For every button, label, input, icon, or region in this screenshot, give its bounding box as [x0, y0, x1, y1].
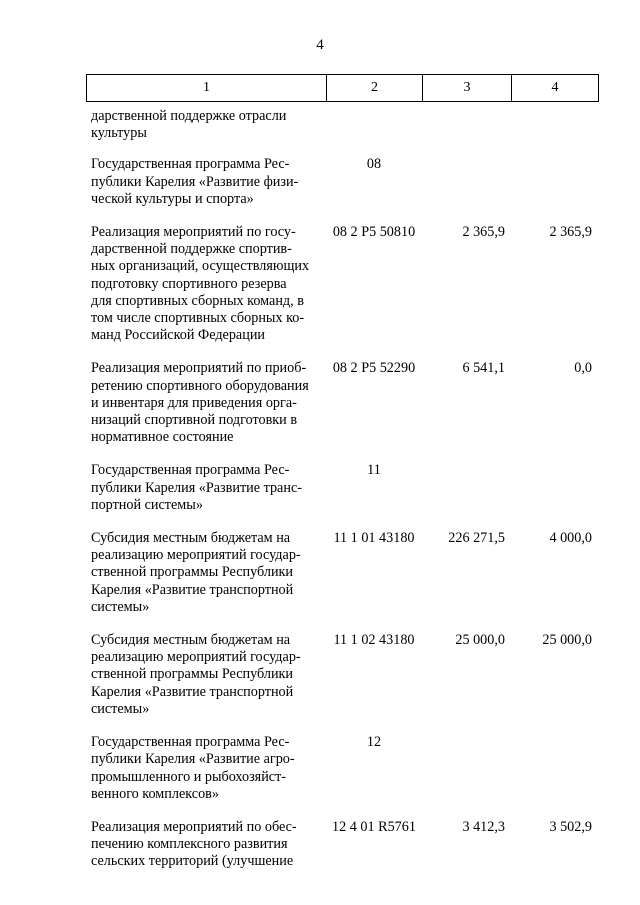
row-value-1: 2 365,9	[462, 224, 505, 241]
row-value-1	[422, 734, 511, 803]
row-value-1	[422, 462, 511, 514]
row-code: 11	[367, 462, 381, 479]
row-name: Государственная программа Рес- публики Карелия «Развитие агро- промышленного и рыбохозяйст- венного комплексов»	[91, 734, 295, 802]
header-col-3: 3	[423, 75, 512, 102]
row-name: Субсидия местным бюджетам на реализацию мероприятий государ- ственной программы Республики Карелия «Развитие транспортной системы»	[91, 632, 301, 717]
row-name: Государственная программа Рес- публики Карелия «Развитие транс- портной системы»	[91, 462, 302, 513]
table-header	[86, 74, 599, 102]
row-value-2	[511, 156, 598, 208]
row-code	[326, 108, 422, 142]
row-name: Реализация мероприятий по госу- дарственной поддержке спортив- ных организаций, осуществляющих подготовку спортивного резерва для спортивных сборных команд, в том числе спортивных сборных ко- манд Российской Федерации	[91, 224, 310, 344]
row-value-2: 0,0	[574, 360, 592, 377]
row-code: 12 4 01 R5761	[332, 818, 416, 835]
row-value-2	[511, 734, 598, 803]
row-value-1: 226 271,5	[448, 530, 505, 547]
row-value-2: 2 365,9	[549, 224, 592, 241]
row-name: дарственной поддержке отрасли культуры	[91, 108, 287, 142]
row-name: Государственная программа Рес- публики Карелия «Развитие физи- ческой культуры и спорта»	[91, 156, 299, 207]
table-row	[86, 734, 598, 803]
row-name: Реализация мероприятий по приоб- ретению спортивного оборудования и инвентаря для приведения орга- низаций спортивной подготовки в нормативное состояние	[91, 360, 309, 446]
row-value-1: 25 000,0	[455, 632, 505, 649]
table-row	[86, 360, 598, 446]
row-value-2: 4 000,0	[549, 530, 592, 547]
row-code: 08	[366, 156, 382, 173]
row-value-2: 3 502,9	[549, 818, 592, 835]
page-number: 4	[316, 37, 324, 53]
table-row	[86, 224, 598, 344]
row-code: 11 1 01 43180	[333, 530, 415, 547]
header-col-4: 4	[512, 75, 599, 102]
table-row	[86, 632, 598, 718]
row-name: Реализация мероприятий по обес- печению комплексного развития сельских территорий (улучшение	[91, 818, 297, 870]
row-value-2: 25 000,0	[542, 632, 592, 649]
header-col-1: 1	[87, 75, 327, 102]
row-code: 11 1 02 43180	[333, 632, 415, 649]
table-row	[86, 819, 598, 871]
table-row	[86, 156, 598, 208]
table-row	[86, 462, 598, 514]
row-value-2	[511, 462, 598, 514]
row-value-2	[511, 108, 598, 142]
table-row	[86, 530, 598, 616]
header-col-2: 2	[327, 75, 423, 102]
row-value-1: 6 541,1	[462, 360, 505, 377]
row-name: Субсидия местным бюджетам на реализацию мероприятий государ- ственной программы Республики Карелия «Развитие транспортной системы»	[91, 530, 301, 615]
table-row	[86, 108, 598, 142]
row-code: 08 2 P5 52290	[332, 360, 416, 377]
row-value-1	[422, 156, 511, 208]
row-value-1	[422, 108, 511, 142]
row-value-1: 3 412,3	[462, 818, 505, 835]
table-body	[86, 108, 598, 887]
row-code: 12	[366, 734, 382, 751]
row-code: 08 2 P5 50810	[332, 224, 416, 241]
